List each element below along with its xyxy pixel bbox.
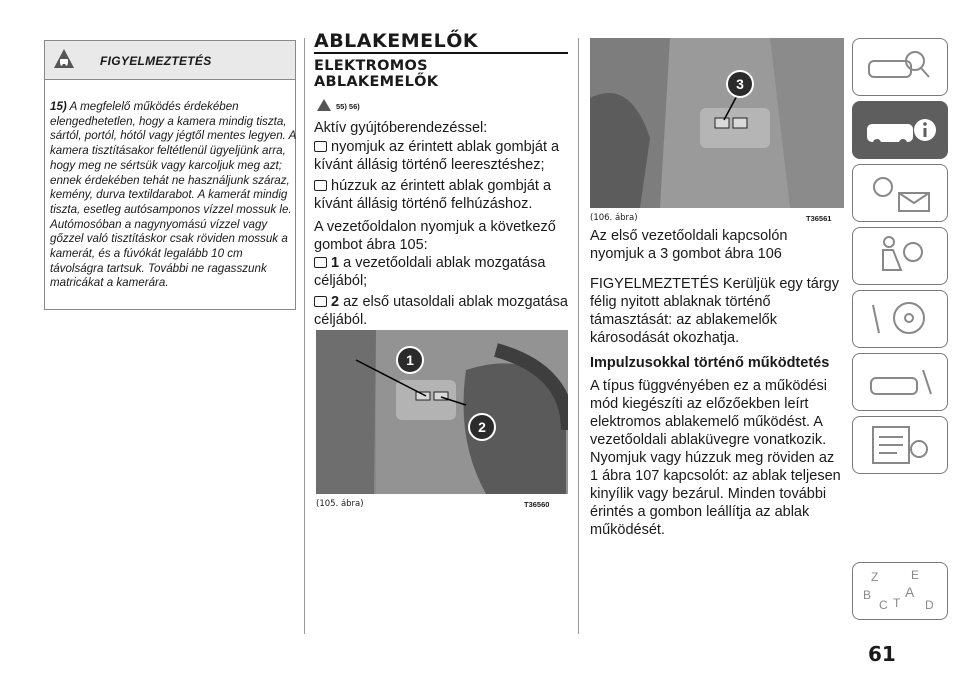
warning-body: A megfelelő működés érdekében elengedhetetlen, hogy a kamera mindig tiszta, sártól, portól, hótól vagy jégtől mentes legyen. A kamera tisztításakor feltétlenül ügyeljünk arra, hogy meg ne sértsük vagy karcoljuk meg azt; ennek érdekében tehát ne használjunk száraz, kemény, durva textildarabot. A kamerát mindig tiszta, esetleg autósamponos vízzel mossuk le. Autómosóban a nagynyomású vízzel vagy gőzzel való tisztításkor csak röviden mossuk a kamerát, és a fúvókát legalább 10 cm távolságra tartsuk. További ne ragasszunk matricákat a kamerára. [50,100,296,290]
subsection-title [314,58,438,90]
callout-1-badge: 1 [396,346,424,374]
tab-car-search[interactable] [852,38,948,96]
car-service-icon [853,354,946,409]
warning-title: FIGYELMEZTETÉS [100,54,212,68]
steering-wheel-icon [853,291,946,346]
subtitle-line: ELEKTROMOS [314,58,428,74]
index-letter: Z [871,570,879,584]
warning-note: FIGYELMEZTETÉS Kerüljük egy tárgy félig nyitott ablaknak történő támasztását: az ablakemelők károsodását okozhatja. [590,276,839,346]
figure-105-image [316,330,568,494]
warning-number: 15) [50,100,67,113]
bullet-item: nyomjuk az érintett ablak gombját a kívánt állásig történő leeresztéshez; [314,139,560,173]
car-warning-icon [52,47,76,71]
index-letters-icon [853,563,946,618]
index-letter: D [925,598,934,612]
section-title: ABLAKEMELŐK [314,30,479,52]
impulse-heading: Impulzusokkal történő működtetés [590,355,830,371]
figure-106-caption: (106. ábra) [590,213,638,223]
switch-instruction: Az első vezetőoldali kapcsolón nyomjuk a 3 gombot ábra 106 [590,228,788,262]
bullet-box-icon [314,296,327,307]
warning-lights-icon [853,165,946,220]
index-letter: B [863,588,872,602]
index-letter: C [879,598,888,612]
car-search-icon [853,39,946,94]
column3-text [590,227,844,539]
tab-car-service[interactable] [852,353,948,411]
impulse-text: A típus függvényében ez a működési mód kiegészíti az előzőekben leírt elektromos ablakemelő működést. A vezetőoldali ablaküvegre vonatkozik. Nyomjuk vagy húzzuk meg röviden az 1 ábra 107 kapcsolót: az ablak teljesen kinyílik vagy bezárul. Minden további érintés a gombon leállítja az ablak működését. [590,378,841,538]
warning-text [50,100,296,291]
index-letter: E [911,568,920,582]
title-rule [314,52,568,54]
door-switch-illustration [590,38,844,208]
callout-2-badge: 2 [468,413,496,441]
tab-warning-lights[interactable] [852,164,948,222]
specs-list-icon [853,417,946,472]
numbered-item: 2 az első utasoldali ablak mozgatása céljából. [314,294,568,328]
column-divider [578,38,579,634]
column-divider [304,38,305,634]
tab-car-info[interactable] [852,101,948,159]
subtitle-line: ABLAKEMELŐK [314,74,439,90]
reference-numbers: 55) 56) [336,102,360,111]
tab-airbag[interactable] [852,227,948,285]
caution-icon [316,98,332,112]
car-info-icon [853,102,946,157]
airbag-icon [853,228,946,283]
page-number: 61 [868,642,896,666]
index-letter: A [905,584,915,600]
callout-3-badge: 3 [726,70,754,98]
figure-106-image [590,38,844,208]
driver-intro: A vezetőoldalon nyomjuk a következő gombot ábra 105: [314,219,556,253]
figure-106-code: T36561 [806,214,832,223]
numbered-item: 1 a vezetőoldali ablak mozgatása céljából; [314,255,546,289]
index-letter: T [893,596,901,610]
figure-105-code: T36560 [524,500,550,509]
bullet-box-icon [314,180,327,191]
door-panel-illustration [316,330,568,494]
section-text [314,119,568,329]
bullet-box-icon [314,141,327,152]
bullet-item: húzzuk az érintett ablak gombját a kívánt állásig történő felhúzáshoz. [314,178,552,212]
bullet-box-icon [314,257,327,268]
tab-steering-wheel[interactable] [852,290,948,348]
tab-specs-list[interactable] [852,416,948,474]
figure-105-caption: (105. ábra) [316,499,364,509]
tab-index[interactable] [852,562,948,620]
intro-text: Aktív gyújtóberendezéssel: [314,120,488,136]
